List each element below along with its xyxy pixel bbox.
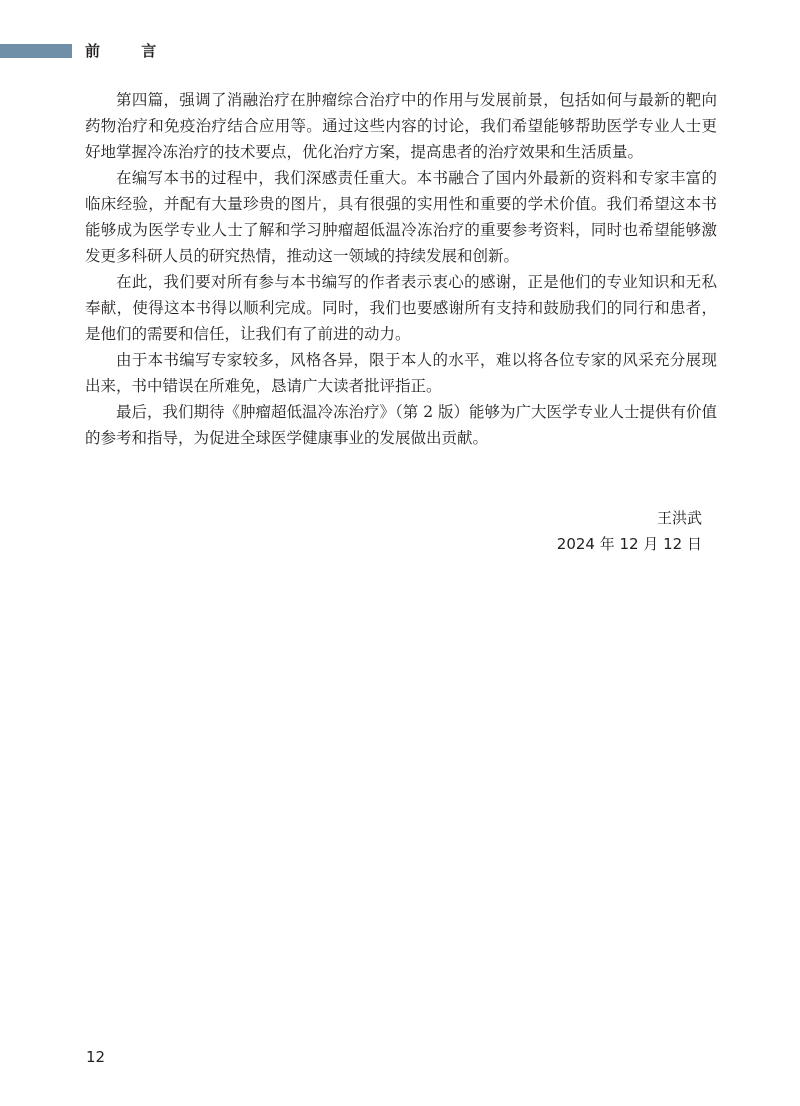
paragraph-3: 在此，我们要对所有参与本书编写的作者表示衷心的感谢，正是他们的专业知识和无私奉献，使得这本书得以顺利完成。同时，我们也要感谢所有支持和鼓励我们的同行和患者，是他们的需要和信任，让我们有了前进的动力。 — [85, 273, 717, 343]
header-accent-bar — [0, 44, 72, 58]
signature-block — [557, 505, 702, 557]
page-header-title: 前 言 — [85, 42, 175, 60]
page-number: 12 — [86, 1048, 106, 1066]
preface-body — [85, 87, 717, 451]
signature-date: 2024 年 12 月 12 日 — [556, 535, 702, 553]
paragraph-4: 由于本书编写专家较多，风格各异，限于本人的水平，难以将各位专家的风采充分展现出来，书中错误在所难免，恳请广大读者批评指正。 — [85, 351, 717, 395]
author-name: 王洪武 — [656, 509, 702, 527]
paragraph-1: 第四篇，强调了消融治疗在肿瘤综合治疗中的作用与发展前景，包括如何与最新的靶向药物治疗和免疫治疗结合应用等。通过这些内容的讨论，我们希望能够帮助医学专业人士更好地掌握冷冻治疗的技术要点，优化治疗方案，提高患者的治疗效果和生活质量。 — [85, 91, 717, 161]
paragraph-2: 在编写本书的过程中，我们深感责任重大。本书融合了国内外最新的资料和专家丰富的临床经验，并配有大量珍贵的图片，具有很强的实用性和重要的学术价值。我们希望这本书能够成为医学专业人士了解和学习肿瘤超低温冷冻治疗的重要参考资料，同时也希望能够激发更多科研人员的研究热情，推动这一领域的持续发展和创新。 — [85, 169, 717, 265]
paragraph-5: 最后，我们期待《肿瘤超低温冷冻治疗》（第 2 版）能够为广大医学专业人士提供有价值的参考和指导，为促进全球医学健康事业的发展做出贡献。 — [85, 403, 717, 447]
